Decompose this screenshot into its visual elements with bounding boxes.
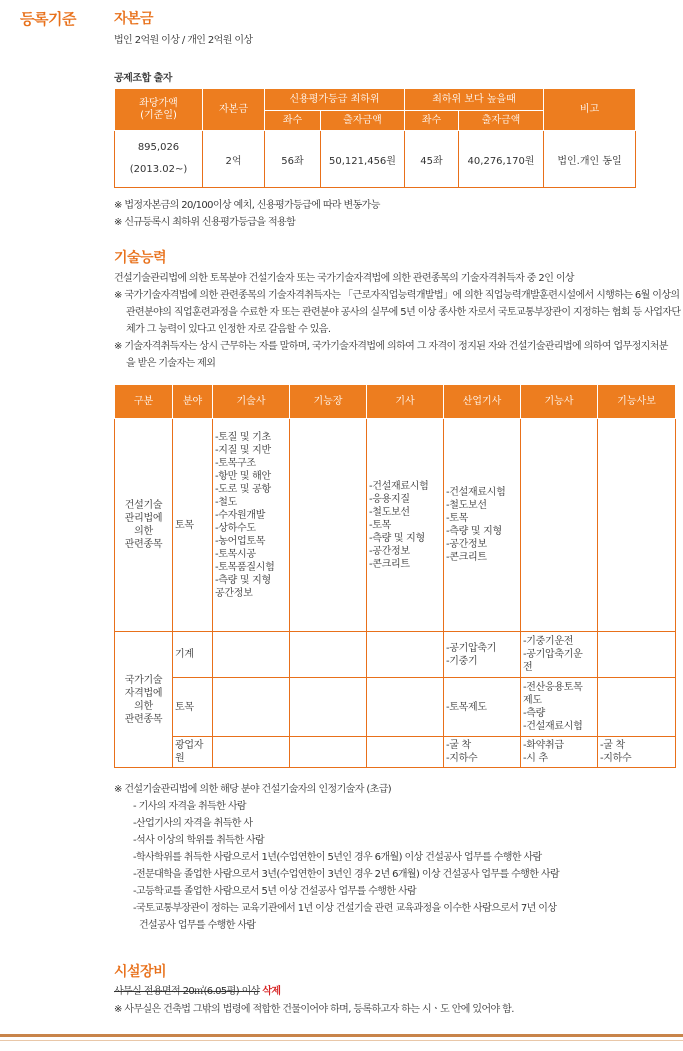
cell-empty <box>367 632 444 678</box>
tech-table <box>114 384 676 768</box>
cell-seat-price <box>115 131 203 188</box>
cell-high-amount: 40,276,170원 <box>459 131 544 188</box>
cell-group-national: 국가기술 자격법에 의한 관련종목 <box>115 632 173 768</box>
tech-note: ※ 기술자격취득자는 상시 근무하는 자를 말하며, 국가기술자격법에 의하여 그 자격이 정지된 자와 건설기술관리법에 의하여 업무정지처분을 받은 기술자는 제외 <box>114 341 668 369</box>
base-date-value: (2013.02~) <box>129 164 188 175</box>
cell-engineer-list: -토질 및 기초 -지질 및 지반 -토목구조 -항만 및 해안 -도로 및 공항 -철도 -수자원개발 -상하수도 -농어업토목 -토목시공 -토목품질시험 -측량 및 지형 공간정보 <box>213 419 290 632</box>
cell-field-civil: 토목 <box>173 419 213 632</box>
th-high-seats: 좌수 <box>405 111 459 131</box>
th-low-amount: 출자금액 <box>321 111 405 131</box>
cell-group-construction: 건설기술 관리법에 의한 관련종목 <box>115 419 173 632</box>
facility-strike: 사무실 전용면적 20㎡(6.05평) 이상 <box>114 986 260 997</box>
facility-note: ※ 사무실은 건축법 그밖의 법령에 적합한 건물이어야 하며, 등록하고자 하는 시ㆍ도 안에 있어야 함. <box>114 1004 514 1015</box>
cell-empty <box>290 632 367 678</box>
cell-low-seats: 56좌 <box>265 131 321 188</box>
cell-empty <box>521 419 598 632</box>
cert-list <box>114 798 679 934</box>
th-remark: 비고 <box>544 89 636 131</box>
cell-industrial-mining: -굴 착 -지하수 <box>444 737 521 768</box>
capital-notes <box>114 197 676 231</box>
cell-empty <box>290 678 367 737</box>
tech-title: 기술능력 <box>114 250 167 266</box>
th-high-amount: 출자금액 <box>459 111 544 131</box>
facility-deleted: 삭제 <box>262 986 281 997</box>
th-master: 기능장 <box>290 385 367 419</box>
th-craftsman: 기능사 <box>521 385 598 419</box>
cert-item: -전문대학을 졸업한 사람으로서 3년(수업연한이 3년인 경우 2년 6개월) 이상 건설공사 업무를 수행한 사람 <box>133 869 560 880</box>
bottom-divider-thin <box>0 1040 683 1041</box>
cell-empty <box>598 678 676 737</box>
cert-item: -산업기사의 자격을 취득한 사 <box>133 818 253 829</box>
cell-field-civil-2: 토목 <box>173 678 213 737</box>
cert-item: -고등학교를 졸업한 사람으로서 5년 이상 건설공사 업무를 수행한 사람 <box>133 886 417 897</box>
tech-desc: 건설기술관리법에 의한 토목분야 건설기술자 또는 국가기술자격법에 의한 관련종목의 기술자격취득자 중 2인 이상 <box>114 273 574 284</box>
cell-empty <box>213 737 290 768</box>
cell-field-mining: 광업자 원 <box>173 737 213 768</box>
th-industrial: 산업기사 <box>444 385 521 419</box>
cell-empty <box>367 737 444 768</box>
seat-price-value: 895,026 <box>137 142 180 153</box>
capital-subtitle: 공제조합 출자 <box>114 73 172 84</box>
capital-note: ※ 법정자본금의 20/100이상 예치, 신용평가등급에 따라 변동가능 <box>114 200 380 211</box>
cell-capital: 2억 <box>203 131 265 188</box>
cert-item: -석사 이상의 학위를 취득한 사람 <box>133 835 265 846</box>
th-seat-price <box>115 89 203 131</box>
cert-item: -학사학위를 취득한 사람으로서 1년(수업연한이 5년인 경우 6개월) 이상 건설공사 업무를 수행한 사람 <box>133 852 542 863</box>
capital-desc: 법인 2억원 이상 / 개인 2억원 이상 <box>114 35 253 46</box>
facility-section <box>114 961 679 1018</box>
cert-title: ※ 건설기술관리법에 의한 해당 분야 건설기술자의 인정기술자 (초급) <box>114 784 392 795</box>
capital-note: ※ 신규등록시 최하위 신용평가등급을 적용함 <box>114 217 296 228</box>
th-craftsman-assist: 기능사보 <box>598 385 676 419</box>
cell-industrial-civil: -토목제도 <box>444 678 521 737</box>
cell-empty <box>598 632 676 678</box>
cell-industrial-list: -건설재료시험 -철도보선 -토목 -측량 및 지형 -공간정보 -콘크리트 <box>444 419 521 632</box>
th-low-seats: 좌수 <box>265 111 321 131</box>
cert-item-cont: 건설공사 업무를 수행한 사람 <box>139 920 256 931</box>
th-lowest: 신용평가등급 최하위 <box>265 89 405 111</box>
th-engineer: 기술사 <box>213 385 290 419</box>
th-field: 분야 <box>173 385 213 419</box>
cell-industrial-machine: -공기압축기 -기중기 <box>444 632 521 678</box>
cell-empty <box>213 678 290 737</box>
cell-craftsman-assist-mining: -굴 착 -지하수 <box>598 737 676 768</box>
capital-title: 자본금 <box>114 11 154 27</box>
cell-low-amount: 50,121,456원 <box>321 131 405 188</box>
th-seat-price-sub: (기준일) <box>140 109 177 121</box>
cell-empty <box>290 419 367 632</box>
content <box>114 8 681 372</box>
cell-field-machine: 기계 <box>173 632 213 678</box>
th-above: 최하위 보다 높을때 <box>405 89 544 111</box>
cell-craftsman-civil: -전산응용토목 제도 -측량 -건설재료시험 <box>521 678 598 737</box>
capital-table <box>114 88 636 188</box>
bottom-divider <box>0 1034 683 1037</box>
cell-remark: 법인.개인 동일 <box>544 131 636 188</box>
th-gisa: 기사 <box>367 385 444 419</box>
th-category: 구분 <box>115 385 173 419</box>
cert-section <box>114 781 679 934</box>
cell-empty <box>598 419 676 632</box>
facility-line <box>114 983 679 1000</box>
cell-high-seats: 45좌 <box>405 131 459 188</box>
cert-item: - 기사의 자격을 취득한 사람 <box>133 801 246 812</box>
side-title: 등록기준 <box>20 10 76 28</box>
th-capital: 자본금 <box>203 89 265 131</box>
cert-item: -국토교통부장관이 정하는 교육기관에서 1년 이상 건설기술 관련 교육과정을 이수한 사람으로서 7년 이상 <box>133 903 557 914</box>
th-seat-price-label: 좌당가액 <box>139 97 178 109</box>
cell-empty <box>213 632 290 678</box>
tech-note: ※ 국가기술자격법에 의한 관련종목의 기술자격취득자는 「근로자직업능력개발법」에 의한 직업능력개발훈련시설에서 시행하는 6월 이상의 관련분야의 직업훈련과정을 수료한 자 또는 관련분야 공사의 실무에 5년 이상 종사한 자로서 국토교통부장관이 지정하는 협회 등 사업자단체가 그 능력이 있다고 인정한 자로 갈음할 수 있음. <box>114 290 681 335</box>
cell-empty <box>367 678 444 737</box>
cell-craftsman-mining: -화약취급 -시 추 <box>521 737 598 768</box>
facility-title: 시설장비 <box>114 964 167 980</box>
cell-craftsman-machine: -기중기운전 -공기압축기운 전 <box>521 632 598 678</box>
cell-gisa-list: -건설재료시험 -응용지질 -철도보선 -토목 -측량 및 지형 -공간정보 -콘크리트 <box>367 419 444 632</box>
cell-empty <box>290 737 367 768</box>
